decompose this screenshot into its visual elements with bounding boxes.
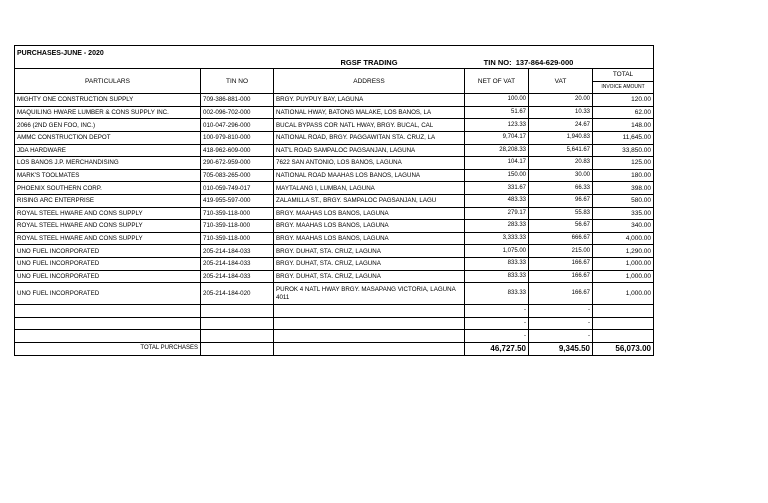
particulars-cell: ROYAL STEEL HWARE AND CONS SUPPLY bbox=[15, 232, 201, 245]
net-of-vat-cell: 833.33 bbox=[465, 257, 529, 270]
vat-cell: 1,940.83 bbox=[529, 131, 593, 144]
blank-row bbox=[15, 305, 654, 318]
address-cell: BUCAL BYPASS COR NATL HWAY, BRGY. BUCAL, CAL bbox=[274, 119, 465, 132]
vat-cell: 5,641.67 bbox=[529, 144, 593, 157]
total-cell: 62.00 bbox=[593, 106, 654, 119]
company-name: RGSF TRADING bbox=[274, 46, 465, 69]
vat-cell: 55.83 bbox=[529, 207, 593, 220]
address-cell: NAT'L ROAD SAMPALOC PAGSANJAN, LAGUNA bbox=[274, 144, 465, 157]
total-cell bbox=[593, 330, 654, 343]
address-cell: BRGY. PUYPUY BAY, LAGUNA bbox=[274, 94, 465, 107]
tin-value: 137-864-629-000 bbox=[515, 58, 574, 67]
net-of-vat-cell: 150.00 bbox=[465, 169, 529, 182]
purchases-table bbox=[14, 45, 654, 356]
total-cell: 398.00 bbox=[593, 182, 654, 195]
total-cell: 1,000.00 bbox=[593, 257, 654, 270]
address-cell: BRGY. MAAHAS LOS BANOS, LAGUNA bbox=[274, 207, 465, 220]
total-vat: 9,345.50 bbox=[529, 342, 593, 355]
tin-cell: 290-672-959-000 bbox=[201, 157, 274, 170]
address-cell: BRGY. DUHAT, STA. CRUZ, LAGUNA bbox=[274, 257, 465, 270]
particulars-cell: 2066 (2ND GEN FOO, INC.) bbox=[15, 119, 201, 132]
particulars-cell: MARK'S TOOLMATES bbox=[15, 169, 201, 182]
table-row bbox=[15, 270, 654, 283]
tin-cell: 010-059-749-017 bbox=[201, 182, 274, 195]
tin-cell: 205-214-184-020 bbox=[201, 283, 274, 305]
tin-cell: 710-359-118-000 bbox=[201, 220, 274, 233]
tin-cell: 710-359-118-000 bbox=[201, 232, 274, 245]
particulars-cell: LOS BANOS J.P. MERCHANDISING bbox=[15, 157, 201, 170]
address-cell: PUROK 4 NATL HWAY BRGY. MASAPANG VICTORIA, LAGUNA 4011 bbox=[274, 283, 465, 305]
address-cell: NATIONAL ROAD, BRGY. PAGGAWITAN STA. CRUZ, LA bbox=[274, 131, 465, 144]
net-of-vat-cell: 279.17 bbox=[465, 207, 529, 220]
total-cell: 33,850.00 bbox=[593, 144, 654, 157]
net-of-vat-cell: 1,075.00 bbox=[465, 245, 529, 258]
tin-cell bbox=[201, 317, 274, 330]
tin-cell: 002-096-702-000 bbox=[201, 106, 274, 119]
particulars-cell: MIGHTY ONE CONSTRUCTION SUPPLY bbox=[15, 94, 201, 107]
total-cell bbox=[593, 317, 654, 330]
total-cell: 1,000.00 bbox=[593, 283, 654, 305]
particulars-cell: UNO FUEL INCORPORATED bbox=[15, 257, 201, 270]
vat-cell: 166.67 bbox=[529, 270, 593, 283]
tin-cell: 205-214-184-033 bbox=[201, 270, 274, 283]
company-tin bbox=[465, 46, 593, 69]
total-cell: 125.00 bbox=[593, 157, 654, 170]
vat-cell: 96.67 bbox=[529, 194, 593, 207]
col-tin-no: TIN NO bbox=[201, 69, 274, 94]
net-of-vat-cell: 51.67 bbox=[465, 106, 529, 119]
address-cell: ZALAMILLA ST., BRGY. SAMPALOC PAGSANJAN, LAGU bbox=[274, 194, 465, 207]
report-title: PURCHASES-JUNE - 2020 bbox=[15, 46, 201, 69]
table-row bbox=[15, 131, 654, 144]
particulars-cell: UNO FUEL INCORPORATED bbox=[15, 283, 201, 305]
particulars-cell: RISING ARC ENTERPRISE bbox=[15, 194, 201, 207]
address-cell: BRGY. MAAHAS LOS BANOS, LAGUNA bbox=[274, 220, 465, 233]
address-cell bbox=[274, 330, 465, 343]
table-row bbox=[15, 207, 654, 220]
blank-row bbox=[15, 317, 654, 330]
address-cell: BRGY. MAAHAS LOS BANOS, LAGUNA bbox=[274, 232, 465, 245]
col-particulars: PARTICULARS bbox=[15, 69, 201, 94]
vat-cell: 30.00 bbox=[529, 169, 593, 182]
vat-cell: 666.67 bbox=[529, 232, 593, 245]
total-cell: 1,000.00 bbox=[593, 270, 654, 283]
address-cell: BRGY. DUHAT, STA. CRUZ, LAGUNA bbox=[274, 270, 465, 283]
col-net-of-vat: NET OF VAT bbox=[465, 69, 529, 94]
net-of-vat-cell: - bbox=[465, 330, 529, 343]
particulars-cell: ROYAL STEEL HWARE AND CONS SUPPLY bbox=[15, 207, 201, 220]
vat-cell: 10.33 bbox=[529, 106, 593, 119]
table-row bbox=[15, 119, 654, 132]
tin-cell bbox=[201, 305, 274, 318]
net-of-vat-cell: 283.33 bbox=[465, 220, 529, 233]
net-of-vat-cell: - bbox=[465, 305, 529, 318]
net-of-vat-cell: 104.17 bbox=[465, 157, 529, 170]
tin-cell: 419-955-597-000 bbox=[201, 194, 274, 207]
table-row bbox=[15, 283, 654, 305]
tin-cell: 205-214-184-033 bbox=[201, 245, 274, 258]
net-of-vat-cell: - bbox=[465, 317, 529, 330]
tin-cell: 010-047-296-000 bbox=[201, 119, 274, 132]
net-of-vat-cell: 100.00 bbox=[465, 94, 529, 107]
vat-cell: 20.83 bbox=[529, 157, 593, 170]
tin-cell: 418-962-609-000 bbox=[201, 144, 274, 157]
tin-cell: 709-386-881-000 bbox=[201, 94, 274, 107]
table-row bbox=[15, 220, 654, 233]
particulars-cell: ROYAL STEEL HWARE AND CONS SUPPLY bbox=[15, 220, 201, 233]
vat-cell: - bbox=[529, 330, 593, 343]
table-row bbox=[15, 257, 654, 270]
total-invoice-amount: 56,073.00 bbox=[593, 342, 654, 355]
col-vat: VAT bbox=[529, 69, 593, 94]
total-purchases-row bbox=[15, 342, 654, 355]
table-row bbox=[15, 182, 654, 195]
col-address: ADDRESS bbox=[274, 69, 465, 94]
tin-label: TIN NO: bbox=[483, 58, 512, 67]
vat-cell: 166.67 bbox=[529, 257, 593, 270]
particulars-cell: JDA HARDWARE bbox=[15, 144, 201, 157]
vat-cell: - bbox=[529, 317, 593, 330]
tin-cell: 710-359-118-000 bbox=[201, 207, 274, 220]
total-cell: 11,645.00 bbox=[593, 131, 654, 144]
vat-cell: 24.67 bbox=[529, 119, 593, 132]
net-of-vat-cell: 3,333.33 bbox=[465, 232, 529, 245]
total-cell: 335.00 bbox=[593, 207, 654, 220]
address-cell bbox=[274, 342, 465, 355]
particulars-cell bbox=[15, 330, 201, 343]
tin-cell: 205-214-184-033 bbox=[201, 257, 274, 270]
vat-cell: 66.33 bbox=[529, 182, 593, 195]
total-cell: 1,290.00 bbox=[593, 245, 654, 258]
net-of-vat-cell: 28,208.33 bbox=[465, 144, 529, 157]
table-row bbox=[15, 94, 654, 107]
table-row bbox=[15, 245, 654, 258]
vat-cell: 20.00 bbox=[529, 94, 593, 107]
address-cell: BRGY. DUHAT, STA. CRUZ, LAGUNA bbox=[274, 245, 465, 258]
net-of-vat-cell: 483.33 bbox=[465, 194, 529, 207]
total-cell bbox=[593, 305, 654, 318]
table-row bbox=[15, 157, 654, 170]
particulars-cell: MAQUILING HWARE LUMBER & CONS SUPPLY INC. bbox=[15, 106, 201, 119]
particulars-cell: UNO FUEL INCORPORATED bbox=[15, 245, 201, 258]
vat-cell: - bbox=[529, 305, 593, 318]
tin-cell: 100-979-810-000 bbox=[201, 131, 274, 144]
table-row bbox=[15, 232, 654, 245]
address-cell bbox=[274, 317, 465, 330]
tin-cell bbox=[201, 330, 274, 343]
total-cell: 148.00 bbox=[593, 119, 654, 132]
total-cell: 4,000.00 bbox=[593, 232, 654, 245]
net-of-vat-cell: 9,704.17 bbox=[465, 131, 529, 144]
address-cell: NATIONAL HWAY, BATONG MALAKE, LOS BANOS, LA bbox=[274, 106, 465, 119]
vat-cell: 56.67 bbox=[529, 220, 593, 233]
address-cell bbox=[274, 305, 465, 318]
net-of-vat-cell: 331.67 bbox=[465, 182, 529, 195]
total-net-of-vat: 46,727.50 bbox=[465, 342, 529, 355]
particulars-cell bbox=[15, 305, 201, 318]
total-cell: 580.00 bbox=[593, 194, 654, 207]
table-row bbox=[15, 106, 654, 119]
net-of-vat-cell: 833.33 bbox=[465, 270, 529, 283]
purchases-sheet bbox=[14, 45, 654, 356]
total-cell: 120.00 bbox=[593, 94, 654, 107]
net-of-vat-cell: 833.33 bbox=[465, 283, 529, 305]
total-cell: 340.00 bbox=[593, 220, 654, 233]
tin-cell: 705-083-265-000 bbox=[201, 169, 274, 182]
table-row bbox=[15, 144, 654, 157]
total-purchases-label: TOTAL PURCHASES bbox=[15, 342, 201, 355]
particulars-cell: UNO FUEL INCORPORATED bbox=[15, 270, 201, 283]
address-cell: NATIONAL ROAD MAAHAS LOS BANOS, LAGUNA bbox=[274, 169, 465, 182]
particulars-cell: PHOENIX SOUTHERN CORP. bbox=[15, 182, 201, 195]
net-of-vat-cell: 123.33 bbox=[465, 119, 529, 132]
table-row bbox=[15, 169, 654, 182]
col-total: TOTAL bbox=[593, 69, 654, 82]
total-cell: 180.00 bbox=[593, 169, 654, 182]
address-cell: MAYTALANG I, LUMBAN, LAGUNA bbox=[274, 182, 465, 195]
address-cell: 7622 SAN ANTONIO, LOS BANOS, LAGUNA bbox=[274, 157, 465, 170]
table-row bbox=[15, 194, 654, 207]
vat-cell: 215.00 bbox=[529, 245, 593, 258]
col-invoice-amount: INVOICE AMOUNT bbox=[593, 81, 654, 94]
tin-cell bbox=[201, 342, 274, 355]
particulars-cell: AMMC CONSTRUCTION DEPOT bbox=[15, 131, 201, 144]
particulars-cell bbox=[15, 317, 201, 330]
vat-cell: 166.67 bbox=[529, 283, 593, 305]
blank-row bbox=[15, 330, 654, 343]
